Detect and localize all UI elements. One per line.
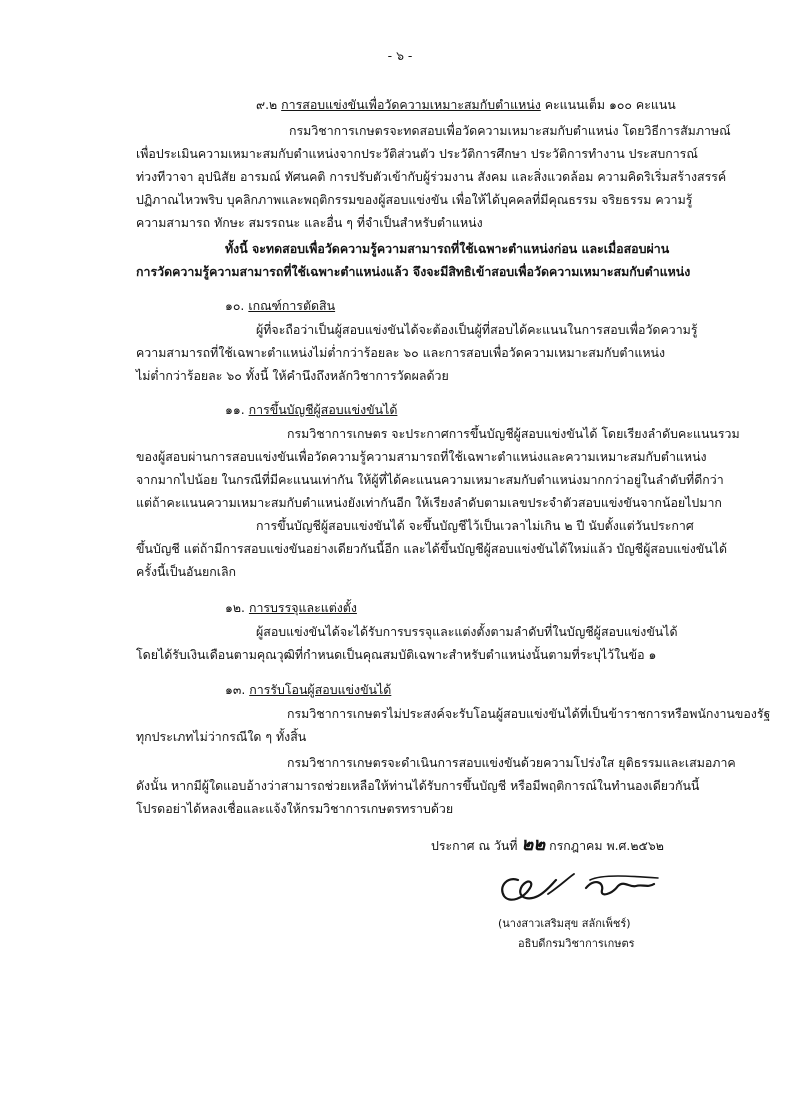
paragraph-line: กรมวิชาการเกษตร จะประกาศการขึ้นบัญชีผู้สอบแข่งขันได้ โดยเรียงลำดับคะแนนรวม [287,426,740,441]
paragraph-line: ผู้ที่จะถือว่าเป็นผู้สอบแข่งขันได้จะต้องเป็นผู้ที่สอบได้คะแนนในการสอบเพื่อวัดความรู้ [256,322,698,337]
section-number: ๑๒. [225,600,245,615]
section-12-heading [225,598,357,618]
paragraph-line: ความสามารถที่ใช้เฉพาะตำแหน่งไม่ต่ำกว่าร้อยละ ๖๐ และการสอบเพื่อวัดความเหมาะสมกับตำแหน่ง [136,345,666,360]
section-title: การสอบแข่งขันเพื่อวัดความเหมาะสมกับตำแหน่ง [281,97,541,112]
section-number: ๑๓. [225,682,246,697]
paragraph-line: แต่ถ้าคะแนนความเหมาะสมกับตำแหน่งยังเท่ากันอีก ให้เรียงลำดับตามเลขประจำตัวสอบแข่งขันจากน้อยไปมาก [136,495,722,510]
announce-day: ๒๒ [521,834,546,855]
section-10-heading [225,296,335,316]
paragraph-line: เพื่อประเมินความเหมาะสมกับตำแหน่งจากประวัติส่วนตัว ประวัติการศึกษา ประวัติการทำงาน ประสบการณ์ [136,146,698,161]
signer-name: (นางสาวเสริมสุข สลักเพ็ชร์) [498,917,631,930]
section-title: เกณฑ์การตัดสิน [248,298,336,313]
bold-note-line: การวัดความรู้ความสามารถที่ใช้เฉพาะตำแหน่งแล้ว จึงจะมีสิทธิเข้าสอบเพื่อวัดความเหมาะสมกับตำแหน่ง [136,264,691,279]
announce-month-year: กรกฎาคม พ.ศ.๒๕๖๒ [549,838,664,853]
page-number: - ๖ - [387,48,413,63]
paragraph-line: ทุกประเภทไม่ว่ากรณีใด ๆ ทั้งสิ้น [136,729,307,744]
paragraph-line: ไม่ต่ำกว่าร้อยละ ๖๐ ทั้งนี้ ให้คำนึงถึงหลักวิชาการวัดผลด้วย [136,368,449,383]
announce-prefix: ประกาศ ณ วันที่ [431,838,518,853]
paragraph-line: โปรดอย่าได้หลงเชื่อและแจ้งให้กรมวิชาการเกษตรทราบด้วย [136,801,454,816]
section-number: ๑๐. [225,298,245,313]
paragraph-line: ความสามารถ ทักษะ สมรรถนะ และอื่น ๆ ที่จำเป็นสำหรับตำแหน่ง [136,215,483,230]
section-title: การรับโอนผู้สอบแข่งขันได้ [249,682,392,697]
section-number: ๑๑. [225,402,245,417]
section-11-heading [225,400,397,420]
signer-title: อธิบดีกรมวิชาการเกษตร [518,937,635,950]
section-9-2-heading [256,95,676,115]
bold-note-line: ทั้งนี้ จะทดสอบเพื่อวัดความรู้ความสามารถที่ใช้เฉพาะตำแหน่งก่อน และเมื่อสอบผ่าน [225,241,670,256]
paragraph-line: ดังนั้น หากมีผู้ใดแอบอ้างว่าสามารถช่วยเหลือให้ท่านได้รับการขึ้นบัญชี หรือมีพฤติการณ์ในทำนองเดียวกันนี้ [136,778,700,793]
full-score: คะแนนเต็ม ๑๐๐ คะแนน [544,97,676,112]
paragraph-line: ปฏิภาณไหวพริบ บุคลิกภาพและพฤติกรรมของผู้สอบแข่งขัน เพื่อให้ได้บุคคลที่มีคุณธรรม จริยธรรม ความรู้ [136,192,693,207]
paragraph-line: การขึ้นบัญชีผู้สอบแข่งขันได้ จะขึ้นบัญชีไว้เป็นเวลาไม่เกิน ๒ ปี นับตั้งแต่วันประกาศ [256,518,694,533]
signature-mark [490,868,680,918]
paragraph-line: กรมวิชาการเกษตรไม่ประสงค์จะรับโอนผู้สอบแข่งขันได้ที่เป็นข้าราชการหรือพนักงานของรัฐ [287,706,771,721]
section-number: ๙.๒ [256,97,278,112]
paragraph-line: ขึ้นบัญชี แต่ถ้ามีการสอบแข่งขันอย่างเดียวกันนี้อีก และได้ขึ้นบัญชีผู้สอบแข่งขันได้ใหม่แล้ว บัญชีผู้สอบแข่งขันได้ [136,541,728,556]
section-13-heading [225,680,391,700]
paragraph-line: ผู้สอบแข่งขันได้จะได้รับการบรรจุและแต่งตั้งตามลำดับที่ในบัญชีผู้สอบแข่งขันได้ [256,624,678,639]
paragraph-line: จากมากไปน้อย ในกรณีที่มีคะแนนเท่ากัน ให้ผู้ที่ได้คะแนนความเหมาะสมกับตำแหน่งมากกว่าอยู่ในลำดับที่ดีกว่า [136,472,724,487]
paragraph-line: โดยได้รับเงินเดือนตามคุณวุฒิที่กำหนดเป็นคุณสมบัติเฉพาะสำหรับตำแหน่งนั้นตามที่ระบุไว้ในข้อ ๑ [136,647,657,662]
section-title: การขึ้นบัญชีผู้สอบแข่งขันได้ [248,402,398,417]
paragraph-line: ของผู้สอบผ่านการสอบแข่งขันเพื่อวัดความรู้ความสามารถที่ใช้เฉพาะตำแหน่งและความเหมาะสมกับตำแหน่ง [136,449,707,464]
paragraph-line: ครั้งนี้เป็นอันยกเลิก [136,564,237,579]
announcement-date [431,835,664,856]
section-title: การบรรจุและแต่งตั้ง [248,600,357,615]
paragraph-line: ท่วงทีวาจา อุปนิสัย อารมณ์ ทัศนคติ การปรับตัวเข้ากับผู้ร่วมงาน สังคม และสิ่งแวดล้อม ความคิดริเริ่มสร้างสรรค์ [136,169,727,184]
paragraph-line: กรมวิชาการเกษตรจะทดสอบเพื่อวัดความเหมาะสมกับตำแหน่ง โดยวิธีการสัมภาษณ์ [289,123,731,138]
paragraph-line: กรมวิชาการเกษตรจะดำเนินการสอบแข่งขันด้วยความโปร่งใส ยุติธรรมและเสมอภาค [287,755,736,770]
